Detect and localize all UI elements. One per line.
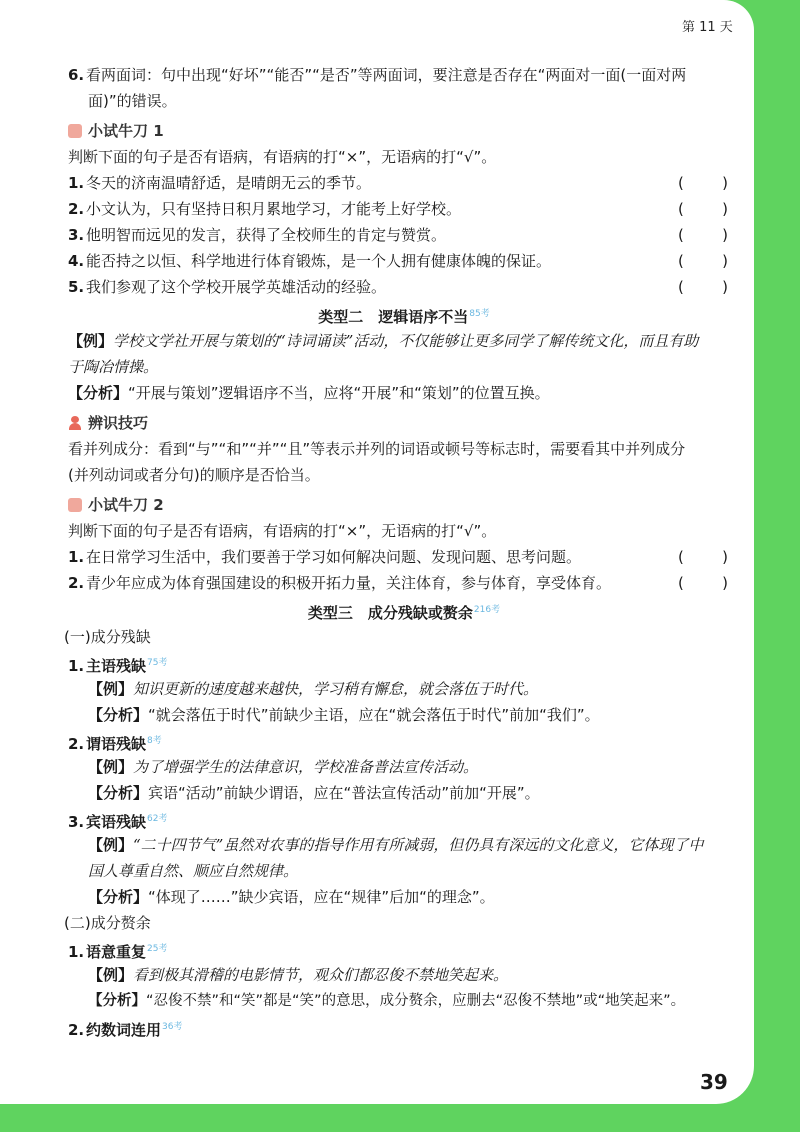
person-icon (68, 416, 82, 430)
thumbs-up-icon (68, 124, 82, 138)
sub3-analysis: 【分析】“体现了……”缺少宾语，应在“规律”后加“的理念”。 (88, 888, 495, 906)
type2-example-line1: 【例】学校文学社开展与策划的“诗词诵读”活动，不仅能够让更多同学了解传统文化，而且有助 (68, 332, 699, 350)
item6-line2: 面)”的错误。 (88, 92, 177, 110)
practice1-instruction: 判断下面的句子是否有语病，有语病的打“×”，无语病的打“√”。 (68, 148, 497, 166)
skill-text1: 看并列成分：看到“与”“和”“并”“且”等表示并列的词语或顿号等标志时，需要看其中并列成分 (68, 440, 686, 458)
practice2-item: 1. 在日常学习生活中，我们要善于学习如何解决问题、发现问题、思考问题。 ( ) (68, 544, 740, 570)
answer-blank[interactable]: ( ) (678, 252, 728, 270)
skill-heading (68, 410, 740, 436)
skill-label: 辨识技巧 (88, 414, 149, 432)
practice2-instruction: 判断下面的句子是否有语病，有语病的打“×”，无语病的打“√”。 (68, 522, 497, 540)
sub1-analysis: 【分析】“就会落伍于时代”前缺少主语，应在“就会落伍于时代”前加“我们”。 (88, 706, 600, 724)
sub3-example-line2: 国人尊重自然、顺应自然规律。 (88, 862, 299, 880)
page-content (64, 62, 740, 1040)
practice2-item: 2. 青少年应成为体育强国建设的积极开拓力量，关注体育，参与体育，享受体育。 ( ) (68, 570, 740, 596)
type2-heading: 类型二 逻辑语序不当$^{85考}$ (318, 308, 490, 326)
answer-blank[interactable]: ( ) (678, 226, 728, 244)
type2-score: 85考 (469, 309, 490, 319)
sub4-heading: 1. 语意重复$^{25考}$ (68, 943, 168, 961)
practice1-label: 小试牛刀 1 (88, 122, 164, 140)
sub2-example: 【例】为了增强学生的法律意识，学校准备普法宣传活动。 (88, 758, 479, 776)
type2-example-line2: 于陶冶情操。 (68, 358, 159, 376)
type3-part1: (一)成分残缺 (64, 628, 151, 646)
practice2-heading (68, 492, 740, 518)
sub3-heading: 3. 宾语残缺$^{62考}$ (68, 813, 168, 831)
sub1-heading: 1. 主语残缺$^{75考}$ (68, 657, 168, 675)
thumbs-up-icon (68, 498, 82, 512)
sub5-heading: 2. 约数词连用$^{36考}$ (68, 1021, 183, 1039)
practice2-label: 小试牛刀 2 (88, 496, 164, 514)
answer-blank[interactable]: ( ) (678, 574, 728, 592)
answer-blank[interactable]: ( ) (678, 200, 728, 218)
sub3-example-line1: 【例】“二十四节气”虽然对农事的指导作用有所减弱，但仍具有深远的文化意义，它体现了中 (88, 836, 704, 854)
sub2-analysis: 【分析】宾语“活动”前缺少谓语，应在“普法宣传活动”前加“开展”。 (88, 784, 540, 802)
practice1-item: 4. 能否持之以恒、科学地进行体育锻炼，是一个人拥有健康体魄的保证。 ( ) (68, 248, 740, 274)
answer-blank[interactable]: ( ) (678, 278, 728, 296)
sub1-example: 【例】知识更新的速度越来越快，学习稍有懈怠，就会落伍于时代。 (88, 680, 539, 698)
sub4-analysis: 【分析】“忍俊不禁”和“笑”都是“笑”的意思，成分赘余，应删去“忍俊不禁地”或“地笑起来”。 (88, 993, 686, 1009)
sub4-example: 【例】看到极其滑稽的电影情节，观众们都忍俊不禁地笑起来。 (88, 966, 509, 984)
practice1-item: 2. 小文认为，只有坚持日积月累地学习，才能考上好学校。 ( ) (68, 196, 740, 222)
item6-number: 6. (68, 66, 85, 84)
answer-blank[interactable]: ( ) (678, 548, 728, 566)
type3-part2: (二)成分赘余 (64, 914, 151, 932)
skill-text2: (并列动词或者分句)的顺序是否恰当。 (68, 466, 320, 484)
practice1-item: 1. 冬天的济南温晴舒适，是晴朗无云的季节。 ( ) (68, 170, 740, 196)
practice1-heading (68, 118, 740, 144)
type2-analysis: 【分析】“开展与策划”逻辑语序不当，应将“开展”和“策划”的位置互换。 (68, 384, 550, 402)
type3-score: 216考 (473, 605, 501, 615)
answer-blank[interactable]: ( ) (678, 174, 728, 192)
page-number: 39 (700, 1070, 728, 1094)
item6-line1 (68, 62, 740, 88)
sub2-heading: 2. 谓语残缺$^{8考}$ (68, 735, 162, 753)
practice1-item: 3. 他明智而远见的发言，获得了全校师生的肯定与赞赏。 ( ) (68, 222, 740, 248)
page-day-tag: 第 11 天 (682, 20, 733, 35)
type3-heading: 类型三 成分残缺或赘余$^{216考}$ (307, 604, 501, 622)
practice1-item: 5. 我们参观了这个学校开展学英雄活动的经验。 ( ) (68, 274, 740, 300)
item6-text: 看两面词：句中出现“好坏”“能否”“是否”等两面词，要注意是否存在“两面对一面(一面对两 (86, 66, 687, 84)
